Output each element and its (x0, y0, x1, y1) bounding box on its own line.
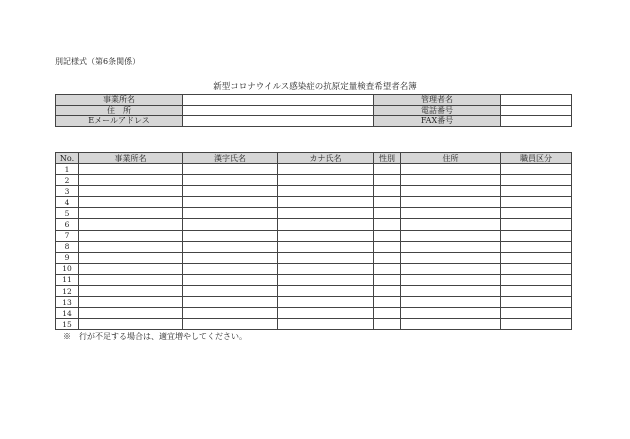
address-cell (401, 197, 501, 208)
sex-cell (374, 241, 401, 252)
kana-name-cell (278, 263, 374, 274)
table-row (56, 286, 572, 297)
sex-cell (374, 186, 401, 197)
staff-category-cell (501, 297, 572, 308)
table-row (56, 175, 572, 186)
info-row-email (56, 116, 572, 127)
address-cell (401, 164, 501, 175)
row-number: 13 (56, 297, 79, 308)
sex-cell (374, 252, 401, 263)
kana-name-cell (278, 197, 374, 208)
staff-category-cell (501, 274, 572, 285)
office-name-cell (79, 241, 183, 252)
sex-cell (374, 230, 401, 241)
phone-number-label: 電話番号 (374, 105, 501, 116)
kanji-name-cell (183, 164, 278, 175)
address-cell (401, 263, 501, 274)
staff-category-cell (501, 186, 572, 197)
table-row (56, 252, 572, 263)
header-kanji-name: 漢字氏名 (183, 153, 278, 164)
sex-cell (374, 219, 401, 230)
address-cell (401, 208, 501, 219)
phone-number-value (501, 105, 572, 116)
fax-number-value (501, 116, 572, 127)
kana-name-cell (278, 308, 374, 319)
kana-name-cell (278, 219, 374, 230)
kanji-name-cell (183, 175, 278, 186)
kanji-name-cell (183, 308, 278, 319)
header-sex: 性別 (374, 153, 401, 164)
staff-category-cell (501, 286, 572, 297)
sex-cell (374, 263, 401, 274)
row-number: 14 (56, 308, 79, 319)
staff-category-cell (501, 175, 572, 186)
sex-cell (374, 208, 401, 219)
sex-cell (374, 175, 401, 186)
office-name-cell (79, 297, 183, 308)
header-address: 住所 (401, 153, 501, 164)
table-row (56, 230, 572, 241)
info-row-address (56, 105, 572, 116)
kanji-name-cell (183, 186, 278, 197)
email-label: Eメールアドレス (56, 116, 183, 127)
kana-name-cell (278, 230, 374, 241)
office-name-cell (79, 186, 183, 197)
table-row (56, 263, 572, 274)
staff-category-cell (501, 319, 572, 330)
staff-category-cell (501, 252, 572, 263)
kanji-name-cell (183, 208, 278, 219)
office-name-label: 事業所名 (56, 95, 183, 106)
page-title: 新型コロナウイルス感染症の抗原定量検査希望者名簿 (213, 82, 417, 92)
kanji-name-cell (183, 197, 278, 208)
kana-name-cell (278, 286, 374, 297)
address-cell (401, 297, 501, 308)
kana-name-cell (278, 319, 374, 330)
applicant-roster-table (55, 152, 572, 330)
row-number: 11 (56, 274, 79, 285)
kanji-name-cell (183, 297, 278, 308)
staff-category-cell (501, 219, 572, 230)
kana-name-cell (278, 175, 374, 186)
sex-cell (374, 164, 401, 175)
row-number: 4 (56, 197, 79, 208)
kana-name-cell (278, 208, 374, 219)
address-label: 住 所 (56, 105, 183, 116)
address-cell (401, 319, 501, 330)
address-cell (401, 252, 501, 263)
staff-category-cell (501, 241, 572, 252)
office-name-cell (79, 319, 183, 330)
kana-name-cell (278, 297, 374, 308)
sex-cell (374, 297, 401, 308)
table-row (56, 319, 572, 330)
table-row (56, 274, 572, 285)
table-header-row (56, 153, 572, 164)
address-cell (401, 175, 501, 186)
address-cell (401, 274, 501, 285)
info-row-office (56, 95, 572, 106)
row-number: 1 (56, 164, 79, 175)
office-name-cell (79, 197, 183, 208)
staff-category-cell (501, 208, 572, 219)
kana-name-cell (278, 186, 374, 197)
office-name-cell (79, 263, 183, 274)
address-cell (401, 286, 501, 297)
header-office-name: 事業所名 (79, 153, 183, 164)
kanji-name-cell (183, 274, 278, 285)
manager-name-label: 管理者名 (374, 95, 501, 106)
table-row (56, 164, 572, 175)
fax-number-label: FAX番号 (374, 116, 501, 127)
row-number: 2 (56, 175, 79, 186)
kanji-name-cell (183, 230, 278, 241)
office-name-cell (79, 274, 183, 285)
office-name-cell (79, 308, 183, 319)
office-name-cell (79, 164, 183, 175)
form-reference: 別記様式（第6条関係） (55, 57, 141, 66)
office-name-cell (79, 175, 183, 186)
row-number: 8 (56, 241, 79, 252)
row-number: 7 (56, 230, 79, 241)
table-row (56, 308, 572, 319)
sex-cell (374, 308, 401, 319)
address-cell (401, 241, 501, 252)
kana-name-cell (278, 164, 374, 175)
row-number: 10 (56, 263, 79, 274)
table-row (56, 241, 572, 252)
staff-category-cell (501, 308, 572, 319)
staff-category-cell (501, 263, 572, 274)
row-number: 3 (56, 186, 79, 197)
row-number: 15 (56, 319, 79, 330)
office-info-table (55, 94, 572, 127)
office-name-cell (79, 286, 183, 297)
kana-name-cell (278, 274, 374, 285)
office-name-cell (79, 252, 183, 263)
staff-category-cell (501, 230, 572, 241)
kana-name-cell (278, 241, 374, 252)
office-name-cell (79, 230, 183, 241)
email-value (183, 116, 374, 127)
row-number: 12 (56, 286, 79, 297)
row-number: 5 (56, 208, 79, 219)
staff-category-cell (501, 164, 572, 175)
office-name-cell (79, 219, 183, 230)
row-number: 9 (56, 252, 79, 263)
kanji-name-cell (183, 286, 278, 297)
row-number: 6 (56, 219, 79, 230)
header-staff-category: 職員区分 (501, 153, 572, 164)
office-name-cell (79, 208, 183, 219)
kanji-name-cell (183, 319, 278, 330)
header-no: No. (56, 153, 79, 164)
kanji-name-cell (183, 241, 278, 252)
address-value (183, 105, 374, 116)
sex-cell (374, 319, 401, 330)
footnote: ※ 行が不足する場合は、適宜増やしてください。 (63, 332, 247, 341)
sex-cell (374, 274, 401, 285)
kanji-name-cell (183, 252, 278, 263)
kanji-name-cell (183, 219, 278, 230)
office-name-value (183, 95, 374, 106)
address-cell (401, 230, 501, 241)
table-row (56, 197, 572, 208)
kana-name-cell (278, 252, 374, 263)
sex-cell (374, 286, 401, 297)
table-row (56, 208, 572, 219)
table-row (56, 186, 572, 197)
table-row (56, 219, 572, 230)
sex-cell (374, 197, 401, 208)
manager-name-value (501, 95, 572, 106)
staff-category-cell (501, 197, 572, 208)
kanji-name-cell (183, 263, 278, 274)
address-cell (401, 219, 501, 230)
address-cell (401, 186, 501, 197)
table-row (56, 297, 572, 308)
address-cell (401, 308, 501, 319)
header-kana-name: カナ氏名 (278, 153, 374, 164)
